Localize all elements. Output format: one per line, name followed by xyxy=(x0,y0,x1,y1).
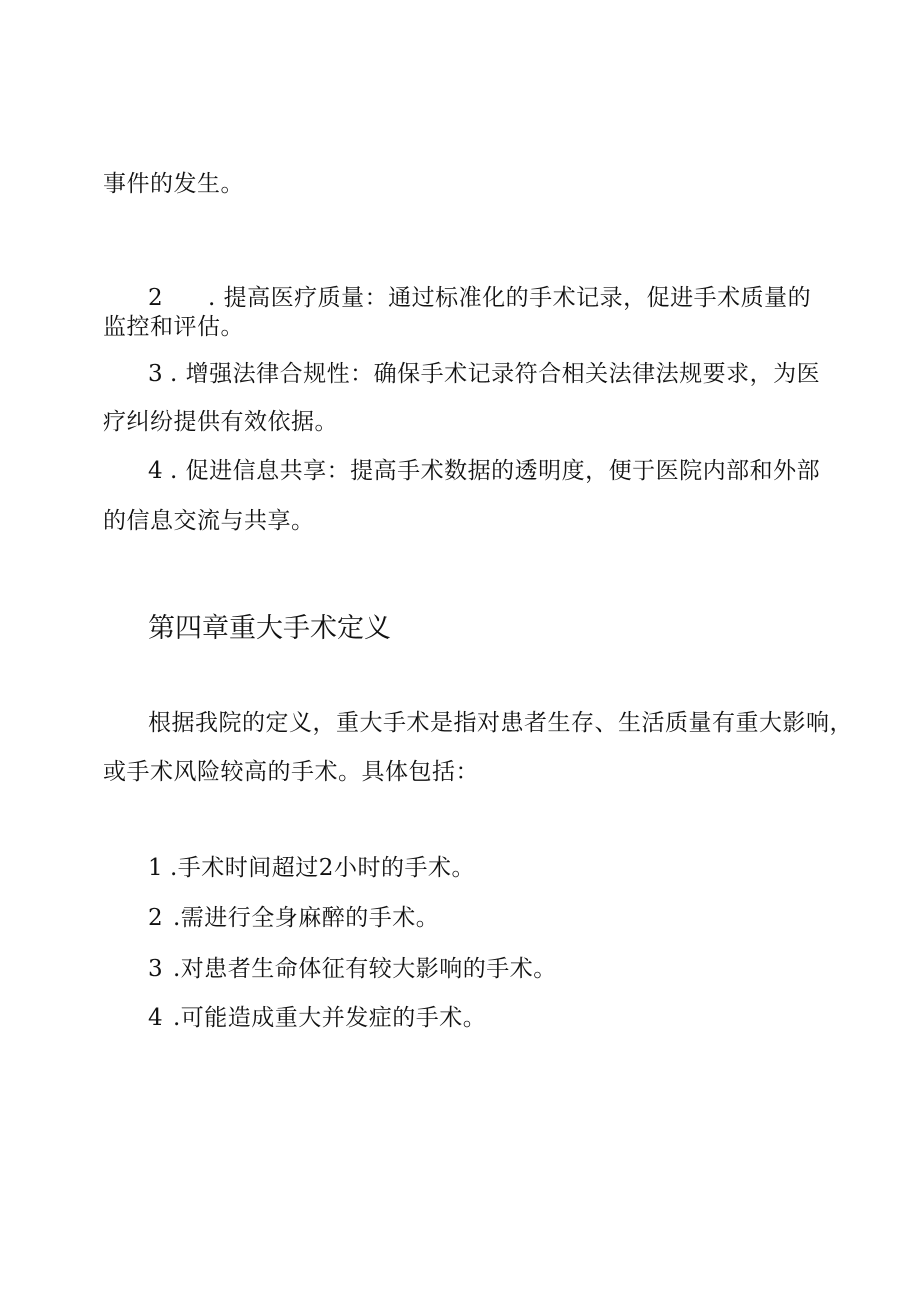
objective-text-continued: 的信息交流与共享。 xyxy=(103,508,315,534)
chapter-title: 第四章重大手术定义 xyxy=(148,613,391,644)
objective-text: . 促进信息共享：提高手术数据的透明度，便于医院内部和外部 xyxy=(170,458,821,484)
criteria-number: 4 xyxy=(148,1005,164,1031)
criteria-item xyxy=(148,902,439,934)
definition-text: 根据我院的定义，重大手术是指对患者生存、生活质量有重大影响， xyxy=(148,710,853,736)
criteria-text: .需进行全身麻醉的手术。 xyxy=(173,905,440,931)
criteria-text: .手术时间超过2小时的手术。 xyxy=(170,855,475,881)
criteria-text: .对患者生命体征有较大影响的手术。 xyxy=(173,956,557,982)
objective-text-continued: 疗纠纷提供有效依据。 xyxy=(103,409,338,435)
objective-number: 2 xyxy=(148,285,164,311)
objective-number: 3 xyxy=(148,361,164,387)
definition-text-continued: 或手术风险较高的手术。具体包括： xyxy=(103,759,479,785)
criteria-number: 1 xyxy=(148,855,164,881)
criteria-number: 3 xyxy=(148,956,164,982)
objective-text: . 提高医疗质量：通过标准化的手术记录，促进手术质量的 xyxy=(208,285,812,311)
objective-text-continued: 监控和评估。 xyxy=(103,314,244,340)
continuation-text: 事件的发生。 xyxy=(103,171,244,197)
criteria-text: .可能造成重大并发症的手术。 xyxy=(173,1005,487,1031)
criteria-item xyxy=(148,953,557,985)
criteria-item xyxy=(148,1002,486,1034)
objective-number: 4 xyxy=(148,458,164,484)
objective-text: . 增强法律合规性：确保手术记录符合相关法律法规要求，为医 xyxy=(170,361,821,387)
criteria-item xyxy=(148,852,475,884)
criteria-number: 2 xyxy=(148,905,164,931)
